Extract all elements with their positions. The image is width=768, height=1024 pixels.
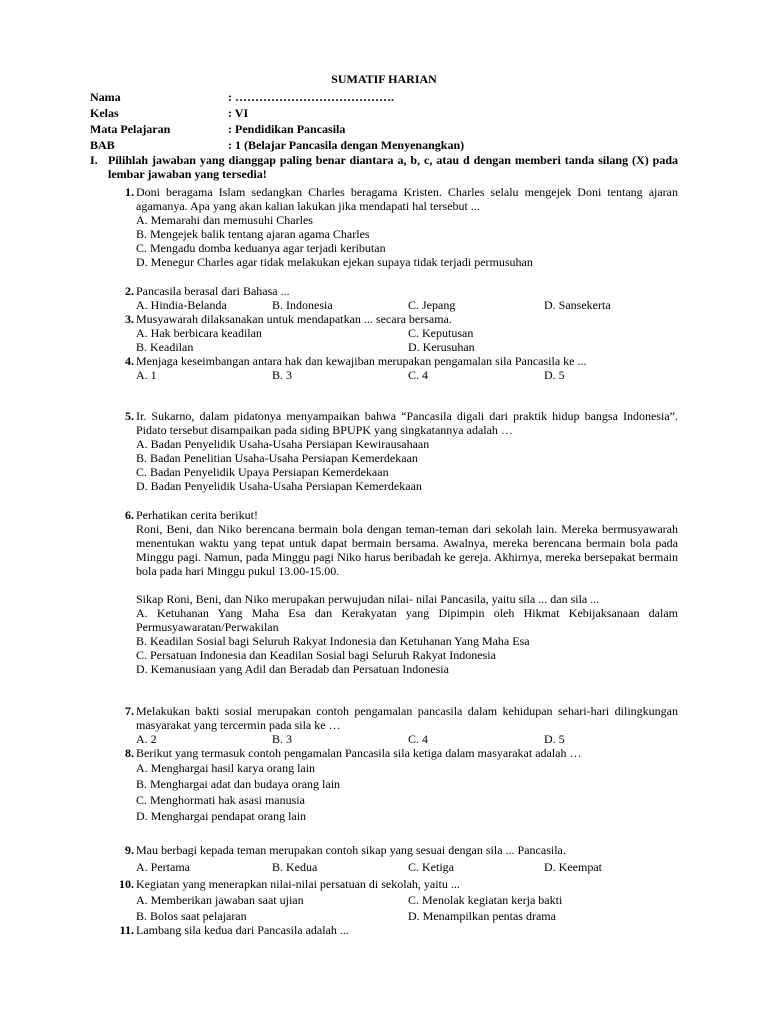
kelas-value: : VI — [228, 106, 249, 120]
question-number: 7. — [125, 704, 134, 718]
option-b: B. 3 — [272, 368, 293, 382]
question-number: 4. — [125, 354, 134, 368]
question-text: Pancasila berasal dari Bahasa ... — [136, 284, 290, 298]
question-number: 5. — [125, 409, 134, 423]
mapel-label: Mata Pelajaran — [90, 122, 171, 136]
mapel-value: : Pendidikan Pancasila — [228, 122, 346, 136]
question-prompt: Sikap Roni, Beni, dan Niko merupakan perwujudan nilai- nilai Pancasila, yaitu sila ... dan sila ... — [136, 592, 600, 606]
option-b: B. Bolos saat pelajaran — [136, 909, 247, 923]
question-number: 11. — [119, 923, 134, 937]
question-text: Perhatikan cerita berikut! — [136, 508, 258, 522]
question-number: 9. — [125, 843, 134, 857]
question-6 — [112, 508, 678, 676]
option-c: C. 4 — [408, 732, 429, 746]
option-c: C. Keputusan — [408, 326, 474, 340]
question-11 — [112, 923, 678, 937]
option-a: A. 1 — [136, 368, 157, 382]
question-1 — [112, 185, 678, 269]
bab-value: : 1 (Belajar Pancasila dengan Menyenangkan) — [228, 138, 465, 152]
option-d: D. 5 — [544, 368, 565, 382]
bab-label: BAB — [90, 138, 115, 152]
page-title: SUMATIF HARIAN — [331, 72, 437, 86]
options-row — [136, 298, 678, 312]
question-2 — [112, 284, 678, 312]
option-a: A. Pertama — [136, 860, 190, 874]
option-a: A. Menghargai hasil karya orang lain — [136, 761, 316, 775]
options-row — [136, 732, 678, 746]
option-b: B. Keadilan — [136, 340, 194, 354]
question-number: 6. — [125, 508, 134, 522]
instruction — [90, 153, 678, 181]
options-row — [136, 368, 678, 382]
options-row — [136, 860, 678, 874]
option-d: D. 5 — [544, 732, 565, 746]
question-text: Kegiatan yang menerapkan nilai-nilai persatuan di sekolah, yaitu ... — [136, 877, 460, 891]
instruction-number: I. — [90, 153, 98, 167]
question-text: Melakukan bakti sosial merupakan contoh pengamalan pancasila dalam kehidupan sehari-hari dilingkungan masyarakat yang tercermin pada sila ke … — [136, 704, 678, 732]
question-8 — [112, 746, 678, 824]
option-b: B. 3 — [272, 732, 293, 746]
option-d: D. Menghargai pendapat orang lain — [136, 809, 307, 823]
option-c: C. Persatuan Indonesia dan Keadilan Sosial bagi Seluruh Rakyat Indonesia — [136, 648, 496, 662]
option-d: D. Menampilkan pentas drama — [408, 909, 556, 923]
option-d: D. Badan Penyelidik Usaha-Usaha Persiapan Kemerdekaan — [136, 479, 422, 493]
question-3 — [112, 312, 678, 354]
question-text: Musyawarah dilaksanakan untuk mendapatkan ... secara bersama. — [136, 312, 452, 326]
question-text: Mau berbagi kepada teman merupakan contoh sikap yang sesuai dengan sila ... Pancasila. — [136, 843, 566, 857]
question-number: 1. — [125, 185, 134, 199]
option-b: B. Keadilan Sosial bagi Seluruh Rakyat Indonesia dan Ketuhanan Yang Maha Esa — [136, 634, 530, 648]
question-text: Lambang sila kedua dari Pancasila adalah ... — [136, 923, 349, 937]
option-a: A. Hak berbicara keadilan — [136, 326, 262, 340]
option-d: D. Menegur Charles agar tidak melakukan ejekan supaya tidak terjadi permusuhan — [136, 255, 533, 269]
question-text: Menjaga keseimbangan antara hak dan kewajiban merupakan pengamalan sila Pancasila ke ... — [136, 354, 587, 368]
instruction-text: Pilihlah jawaban yang dianggap paling benar diantara a, b, c, atau d dengan memberi tanda silang (X) pada lembar jawaban yang tersedia! — [108, 153, 678, 181]
question-number: 2. — [125, 284, 134, 298]
spacer — [136, 578, 678, 592]
option-c: C. Menghormati hak asasi manusia — [136, 793, 305, 807]
question-5 — [112, 409, 678, 493]
option-a: A. Ketuhanan Yang Maha Esa dan Kerakyatan yang Dipimpin oleh Hikmat Kebijaksanaan dalam Permusyawaratan/Perwakilan — [136, 606, 678, 634]
option-c: C. Mengadu domba keduanya agar terjadi keributan — [136, 241, 386, 255]
option-d: D. Keempat — [544, 860, 602, 874]
options-row — [136, 340, 678, 354]
kelas-label: Kelas — [90, 106, 119, 120]
option-c: C. Badan Penyelidik Upaya Persiapan Kemerdekaan — [136, 465, 389, 479]
question-7 — [112, 704, 678, 746]
option-c: C. 4 — [408, 368, 429, 382]
nama-label: Nama — [90, 90, 121, 104]
option-c: C. Menolak kegiatan kerja bakti — [408, 893, 563, 907]
story-text: Roni, Beni, dan Niko berencana bermain bola dengan teman-teman dari sekolah lain. Mereka bermusyawarah menentukan waktu yang tepat untuk dapat bermain bersama. Awalnya, mereka berencana bermain bola pada Minggu pagi. Namun, pada Minggu pagi Niko harus beribadah ke gereja. Akhirnya, mereka bersepakat bermain bola pada hari Minggu pukul 13.00-15.00. — [136, 522, 678, 578]
option-a: A. 2 — [136, 732, 157, 746]
option-b: B. Indonesia — [272, 298, 333, 312]
option-d: D. Kemanusiaan yang Adil dan Beradab dan Persatuan Indonesia — [136, 662, 449, 676]
option-b: B. Menghargai adat dan budaya orang lain — [136, 777, 341, 791]
options-row — [136, 326, 678, 340]
option-d: D. Kerusuhan — [408, 340, 475, 354]
question-number: 3. — [125, 312, 134, 326]
question-text: Ir. Sukarno, dalam pidatonya menyampaikan bahwa “Pancasila digali dari praktik hidup bangsa Indonesia”. Pidato tersebut disampaikan pada siding BPUPK yang singkatannya adalah … — [136, 409, 678, 437]
option-a: A. Memberikan jawaban saat ujian — [136, 893, 304, 907]
question-text: Doni beragama Islam sedangkan Charles beragama Kristen. Charles selalu mengejek Doni tentang ajaran agamanya. Apa yang akan kalian lakukan jika mendapati hal tersebut ... — [136, 185, 678, 213]
nama-value: : …………………………………. — [228, 90, 394, 104]
question-10 — [112, 877, 678, 923]
options-row — [136, 893, 678, 907]
option-b: B. Mengejek balik tentang ajaran agama Charles — [136, 227, 370, 241]
option-a: A. Memarahi dan memusuhi Charles — [136, 213, 313, 227]
question-text: Berikut yang termasuk contoh pengamalan Pancasila sila ketiga dalam masyarakat adalah … — [136, 746, 582, 760]
options-row — [136, 909, 678, 923]
option-c: C. Ketiga — [408, 860, 454, 874]
option-a: A. Hindia-Belanda — [136, 298, 227, 312]
question-number: 8. — [125, 746, 134, 760]
option-b: B. Kedua — [272, 860, 318, 874]
question-4 — [112, 354, 678, 382]
question-9 — [112, 843, 678, 874]
option-c: C. Jepang — [408, 298, 456, 312]
option-a: A. Badan Penyelidik Usaha-Usaha Persiapan Kewirausahaan — [136, 437, 430, 451]
question-number: 10. — [119, 877, 134, 891]
option-d: D. Sansekerta — [544, 298, 611, 312]
option-b: B. Badan Penelitian Usaha-Usaha Persiapan Kemerdekaan — [136, 451, 418, 465]
